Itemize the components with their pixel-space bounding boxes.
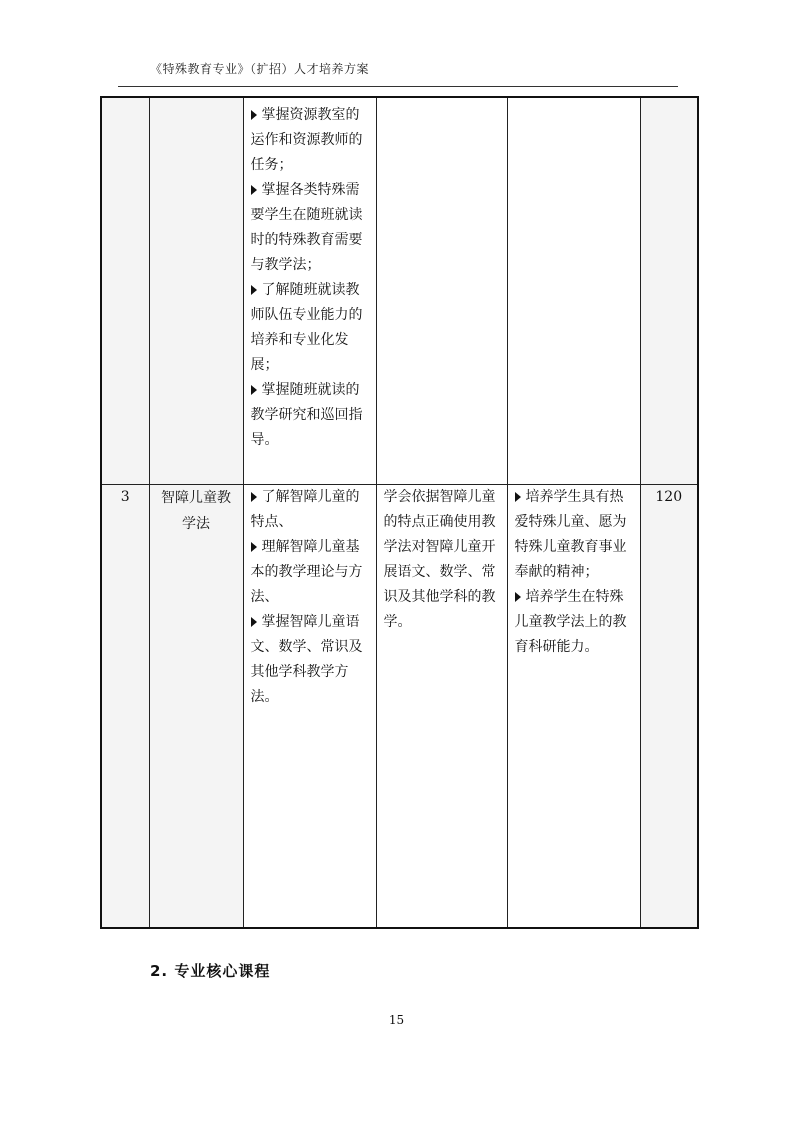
list-item — [251, 278, 372, 378]
table-row — [101, 485, 698, 929]
bullet-triangle-icon — [251, 285, 257, 295]
list-item-text: 掌握智障儿童语文、数学、常识及其他学科教学方法。 — [250, 614, 363, 705]
course-hours-cell — [640, 97, 698, 485]
course-table — [100, 96, 699, 929]
course-content-cell — [243, 485, 376, 929]
bullet-triangle-icon — [515, 592, 521, 602]
list-item-text: 掌握随班就读的教学研究和巡回指导。 — [250, 382, 363, 448]
bullet-triangle-icon — [251, 185, 257, 195]
course-name-cell — [149, 485, 243, 929]
course-name-cell — [149, 97, 243, 485]
table-row — [101, 97, 698, 485]
list-item — [251, 378, 372, 453]
bullet-triangle-icon — [251, 617, 257, 627]
course-number: 3 — [120, 489, 130, 505]
list-item — [515, 585, 636, 660]
list-item-text: 理解智障儿童基本的教学理论与方法、 — [250, 539, 363, 605]
list-item — [251, 178, 372, 278]
list-item-text: 掌握各类特殊需要学生在随班就读时的特殊教育需要与教学法； — [250, 182, 363, 273]
list-item-text: 掌握资源教室的运作和资源教师的任务； — [250, 107, 363, 173]
course-quality-cell — [507, 97, 640, 485]
list-item-text: 培养学生具有热爱特殊儿童、愿为特殊儿童教育事业奉献的精神； — [514, 489, 627, 580]
page-number: 15 — [388, 1013, 405, 1027]
document-header: 《特殊教育专业》（扩招）人才培养方案 — [150, 62, 370, 76]
section-heading: 2. 专业核心课程 — [150, 962, 271, 980]
list-item — [251, 103, 372, 178]
course-hours: 120 — [655, 489, 683, 505]
course-objectives-cell — [376, 485, 507, 929]
bullet-triangle-icon — [251, 492, 257, 502]
quality-list — [508, 485, 640, 660]
course-quality-cell — [507, 485, 640, 929]
content-list — [244, 98, 376, 453]
course-objectives-cell — [376, 97, 507, 485]
course-name: 智障儿童教学法 — [161, 490, 231, 532]
list-item — [515, 485, 636, 585]
list-item — [251, 485, 372, 535]
content-list — [244, 485, 376, 710]
list-item-text: 了解智障儿童的特点、 — [250, 489, 360, 530]
bullet-triangle-icon — [251, 542, 257, 552]
header-divider — [118, 86, 678, 87]
course-content-cell — [243, 97, 376, 485]
bullet-triangle-icon — [251, 110, 257, 120]
bullet-triangle-icon — [251, 385, 257, 395]
course-objectives: 学会依据智障儿童的特点正确使用教学法对智障儿童开展语文、数学、常识及其他学科的教学。 — [383, 489, 496, 630]
list-item — [251, 610, 372, 710]
course-hours-cell — [640, 485, 698, 929]
list-item-text: 培养学生在特殊儿童教学法上的教育科研能力。 — [514, 589, 627, 655]
course-number-cell — [101, 485, 149, 929]
course-number-cell — [101, 97, 149, 485]
list-item-text: 了解随班就读教师队伍专业能力的培养和专业化发展； — [250, 282, 363, 373]
list-item — [251, 535, 372, 610]
bullet-triangle-icon — [515, 492, 521, 502]
